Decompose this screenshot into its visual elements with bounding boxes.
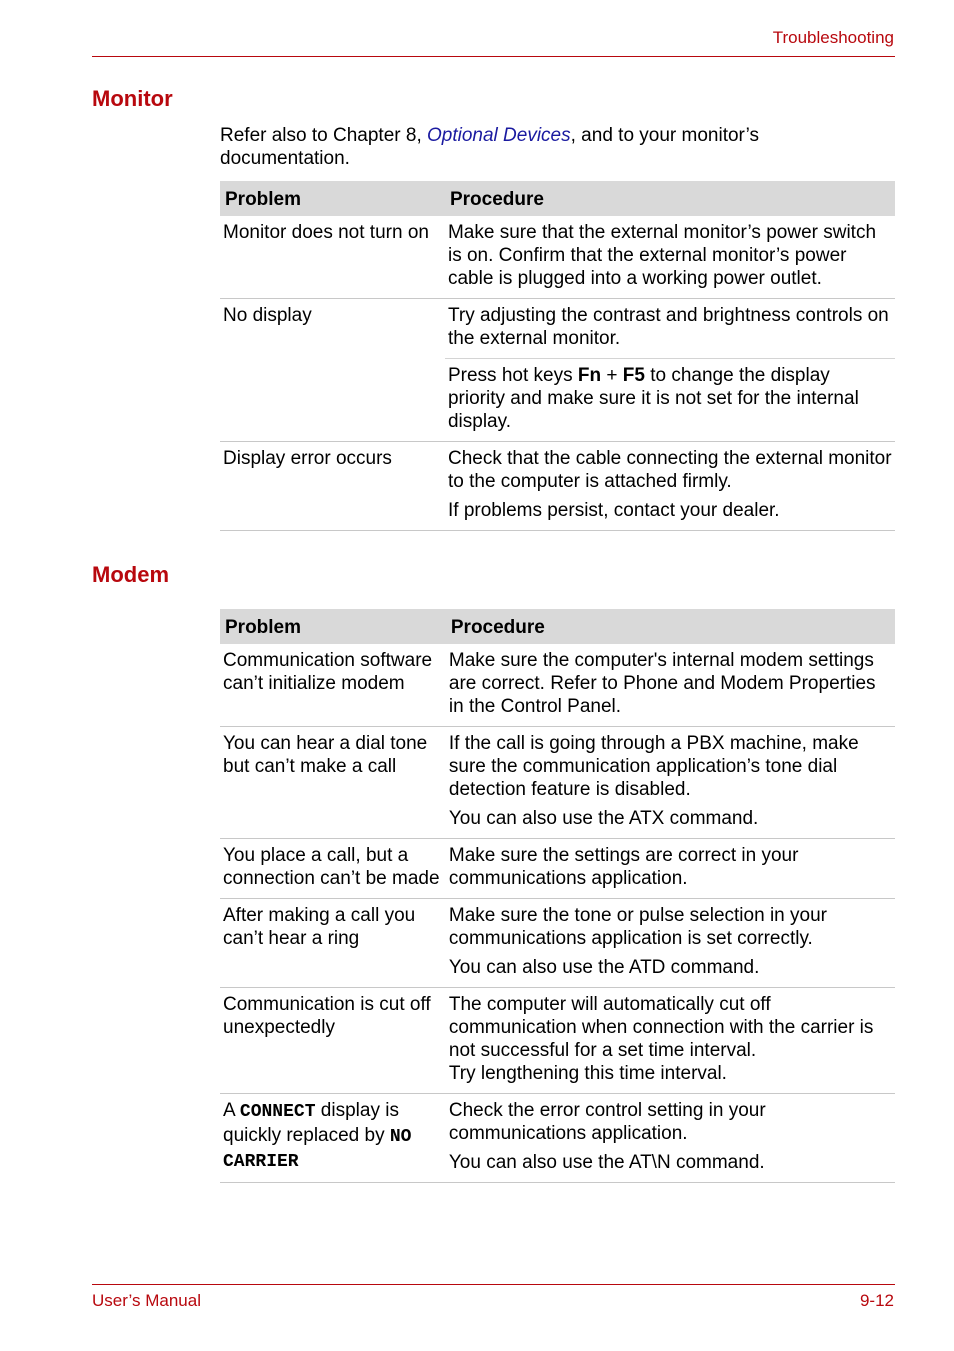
f5-key: F5 [622,365,645,386]
procedure-cell: Make sure that the external monitor’s power switch is on. Confirm that the external monitor’s power cable is plugged into a working power outlet. [445,216,895,299]
fn-key: Fn [577,365,602,386]
procedure-text: Make sure the tone or pulse selection in your communications application is set correctly. [448,905,827,949]
footer-page-number: 9-12 [859,1291,894,1310]
table-row [220,216,895,299]
procedure-text: If the call is going through a PBX machine, make sure the communication application’s tone dial detection feature is disabled. [448,733,859,800]
procedure-text-line-2: Try lengthening this time interval. [448,1063,727,1084]
hotkey-text-end: to change the display priority and make sure it is not set for the internal display. [447,365,859,432]
procedure-text-2: If problems persist, contact your dealer. [447,500,780,521]
header-rule [92,56,895,57]
table-row [220,727,895,839]
table-header-row [220,609,895,644]
monitor-section-title: Monitor [92,86,173,111]
monitor-table [220,181,895,531]
procedure-column-header: Procedure [445,181,895,216]
intro-text: Refer also to Chapter 8, [220,125,427,146]
intro-text-end: , and to your monitor’s documentation. [220,125,759,169]
footer-manual-title: User’s Manual [92,1291,201,1310]
procedure-text-2: You can also use the ATX command. [448,808,759,829]
problem-cell: Communication is cut off unexpectedly [220,988,446,1094]
problem-cell: Communication software can’t initialize modem [220,644,446,727]
procedure-cell [446,899,895,988]
hotkey-text: Press hot keys [447,365,578,386]
table-row [220,1094,895,1183]
problem-text: A [223,1100,240,1121]
procedure-text: The computer will automatically cut off communication when connection with the carrier is not successful for a set time interval. [448,994,874,1061]
table-row [220,299,895,359]
problem-cell: You place a call, but a connection can’t be made [220,839,446,899]
monitor-intro [220,124,860,170]
plus-sign: + [601,365,623,386]
table-row [220,988,895,1094]
procedure-cell [446,727,895,839]
running-header: Troubleshooting [772,28,894,47]
procedure-cell: Make sure the settings are correct in your communications application. [446,839,895,899]
procedure-cell [445,442,895,531]
modem-table [220,609,895,1183]
connect-code: CONNECT [239,1102,316,1122]
procedure-column-header: Procedure [446,609,895,644]
problem-column-header: Problem [220,181,445,216]
table-row [220,644,895,727]
problem-cell [220,1094,446,1183]
procedure-cell-hotkeys [445,359,895,442]
modem-section-title: Modem [92,562,169,587]
table-row [220,839,895,899]
table-header-row [220,181,895,216]
problem-cell: No display [220,299,445,442]
procedure-text: Check the error control setting in your communications application. [448,1100,766,1144]
footer-rule [92,1284,895,1285]
optional-devices-link[interactable]: Optional Devices [427,125,571,146]
procedure-cell [446,1094,895,1183]
problem-cell: Monitor does not turn on [220,216,445,299]
procedure-cell: Make sure the computer's internal modem settings are correct. Refer to Phone and Modem Properties in the Control Panel. [446,644,895,727]
no-carrier-code: NO CARRIER [223,1127,412,1172]
table-row [220,442,895,531]
procedure-text-2: You can also use the ATD command. [448,957,760,978]
problem-text-2: display is quickly replaced by [223,1100,399,1146]
table-row [220,899,895,988]
procedure-text-2: You can also use the AT\N command. [448,1152,765,1173]
procedure-cell: Try adjusting the contrast and brightness controls on the external monitor. [445,299,895,359]
problem-cell: You can hear a dial tone but can’t make a call [220,727,446,839]
problem-cell: Display error occurs [220,442,445,531]
problem-cell: After making a call you can’t hear a ring [220,899,446,988]
procedure-cell [446,988,895,1094]
procedure-text: Check that the cable connecting the external monitor to the computer is attached firmly. [447,448,892,492]
problem-column-header: Problem [220,609,446,644]
